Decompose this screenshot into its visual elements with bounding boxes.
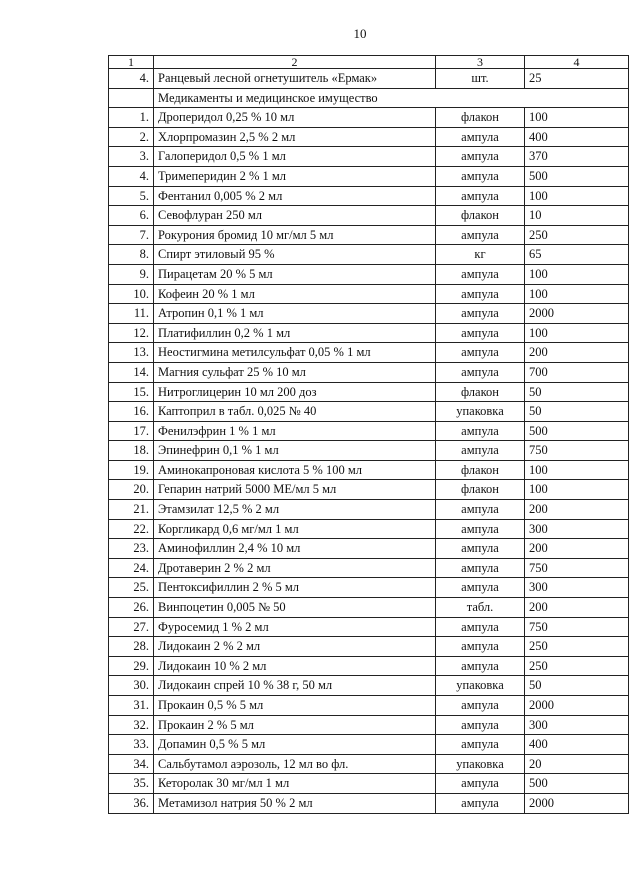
item-unit: ампула: [436, 539, 525, 559]
header-col-1: 1: [109, 56, 154, 69]
table-row: [109, 284, 629, 304]
table-row: [109, 343, 629, 363]
item-unit: ампула: [436, 441, 525, 461]
row-number: 18.: [109, 441, 154, 461]
item-unit: ампула: [436, 715, 525, 735]
row-number: 19.: [109, 460, 154, 480]
row-number: 21.: [109, 500, 154, 520]
item-name: Каптоприл в табл. 0,025 № 40: [154, 402, 436, 422]
item-name: Севофлуран 250 мл: [154, 206, 436, 226]
row-number: 1.: [109, 108, 154, 128]
item-quantity: 2000: [525, 696, 629, 716]
item-unit: ампула: [436, 696, 525, 716]
item-quantity: 300: [525, 519, 629, 539]
item-unit: ампула: [436, 147, 525, 167]
item-name: Кеторолак 30 мг/мл 1 мл: [154, 774, 436, 794]
item-quantity: 2000: [525, 304, 629, 324]
item-name: Лидокаин 2 % 2 мл: [154, 637, 436, 657]
item-quantity: 400: [525, 735, 629, 755]
item-quantity: 100: [525, 264, 629, 284]
item-quantity: 250: [525, 637, 629, 657]
row-number: 27.: [109, 617, 154, 637]
item-name: Пирацетам 20 % 5 мл: [154, 264, 436, 284]
item-quantity: 750: [525, 617, 629, 637]
item-quantity: 500: [525, 166, 629, 186]
item-unit: ампула: [436, 637, 525, 657]
row-number: 32.: [109, 715, 154, 735]
section-title: Медикаменты и медицинское имущество: [154, 88, 629, 108]
item-quantity: 100: [525, 186, 629, 206]
row-number: 11.: [109, 304, 154, 324]
item-name: Дротаверин 2 % 2 мл: [154, 558, 436, 578]
item-name: Неостигмина метилсульфат 0,05 % 1 мл: [154, 343, 436, 363]
item-unit: ампула: [436, 362, 525, 382]
item-unit: ампула: [436, 323, 525, 343]
row-number: 34.: [109, 754, 154, 774]
item-quantity: 100: [525, 323, 629, 343]
table-row: [109, 441, 629, 461]
row-number: 14.: [109, 362, 154, 382]
item-quantity: 100: [525, 108, 629, 128]
item-name: Лидокаин 10 % 2 мл: [154, 656, 436, 676]
row-number: 7.: [109, 225, 154, 245]
item-unit: упаковка: [436, 402, 525, 422]
item-quantity: 750: [525, 558, 629, 578]
item-unit: ампула: [436, 264, 525, 284]
item-name: Аминофиллин 2,4 % 10 мл: [154, 539, 436, 559]
row-number: 3.: [109, 147, 154, 167]
item-unit: кг: [436, 245, 525, 265]
item-quantity: 400: [525, 127, 629, 147]
table-row: [109, 362, 629, 382]
table-row: [109, 166, 629, 186]
item-quantity: 50: [525, 402, 629, 422]
table-row: [109, 460, 629, 480]
row-number: 9.: [109, 264, 154, 284]
item-unit: флакон: [436, 460, 525, 480]
item-quantity: 750: [525, 441, 629, 461]
item-name: Галоперидол 0,5 % 1 мл: [154, 147, 436, 167]
row-number: 15.: [109, 382, 154, 402]
item-quantity: 700: [525, 362, 629, 382]
row-number: 4.: [109, 166, 154, 186]
item-name: Этамзилат 12,5 % 2 мл: [154, 500, 436, 520]
item-unit: флакон: [436, 480, 525, 500]
item-quantity: 200: [525, 539, 629, 559]
row-number: 25.: [109, 578, 154, 598]
table-row: [109, 519, 629, 539]
table-row: [109, 421, 629, 441]
item-quantity: 250: [525, 225, 629, 245]
table-row: [109, 323, 629, 343]
item-name: Платифиллин 0,2 % 1 мл: [154, 323, 436, 343]
item-name: Винпоцетин 0,005 № 50: [154, 598, 436, 618]
table-row: [109, 264, 629, 284]
section-row: [109, 88, 629, 108]
row-number: 24.: [109, 558, 154, 578]
table-row: [109, 402, 629, 422]
row-number: 28.: [109, 637, 154, 657]
item-quantity: 2000: [525, 793, 629, 813]
table-row: [109, 108, 629, 128]
table-row: [109, 774, 629, 794]
item-quantity: 200: [525, 343, 629, 363]
row-number: 10.: [109, 284, 154, 304]
row-number: 13.: [109, 343, 154, 363]
item-name: Сальбутамол аэрозоль, 12 мл во фл.: [154, 754, 436, 774]
table-row: [109, 578, 629, 598]
item-quantity: 10: [525, 206, 629, 226]
row-number: 23.: [109, 539, 154, 559]
item-quantity: 250: [525, 656, 629, 676]
item-unit: ампула: [436, 166, 525, 186]
item-quantity: 200: [525, 598, 629, 618]
item-unit: ампула: [436, 558, 525, 578]
item-quantity: 200: [525, 500, 629, 520]
item-name: Фуросемид 1 % 2 мл: [154, 617, 436, 637]
item-name: Дроперидол 0,25 % 10 мл: [154, 108, 436, 128]
row-number: 6.: [109, 206, 154, 226]
item-name: Атропин 0,1 % 1 мл: [154, 304, 436, 324]
row-number: 16.: [109, 402, 154, 422]
item-name: Ранцевый лесной огнетушитель «Ермак»: [154, 69, 436, 89]
item-quantity: 50: [525, 676, 629, 696]
item-quantity: 500: [525, 421, 629, 441]
item-name: Фенилэфрин 1 % 1 мл: [154, 421, 436, 441]
table-row: [109, 245, 629, 265]
item-unit: ампула: [436, 793, 525, 813]
item-quantity: 100: [525, 460, 629, 480]
item-unit: флакон: [436, 206, 525, 226]
table-row: [109, 69, 629, 89]
item-unit: ампула: [436, 127, 525, 147]
item-name: Допамин 0,5 % 5 мл: [154, 735, 436, 755]
row-number: 17.: [109, 421, 154, 441]
item-unit: ампула: [436, 421, 525, 441]
table-row: [109, 304, 629, 324]
item-name: Кофеин 20 % 1 мл: [154, 284, 436, 304]
table-row: [109, 539, 629, 559]
item-name: Лидокаин спрей 10 % 38 г, 50 мл: [154, 676, 436, 696]
row-number: 22.: [109, 519, 154, 539]
table-row: [109, 147, 629, 167]
item-quantity: 370: [525, 147, 629, 167]
item-unit: ампула: [436, 656, 525, 676]
item-unit: ампула: [436, 186, 525, 206]
item-unit: упаковка: [436, 676, 525, 696]
row-number: 36.: [109, 793, 154, 813]
item-name: Пентоксифиллин 2 % 5 мл: [154, 578, 436, 598]
row-number: 26.: [109, 598, 154, 618]
item-name: Прокаин 2 % 5 мл: [154, 715, 436, 735]
item-quantity: 300: [525, 578, 629, 598]
page-number: 10: [353, 26, 367, 41]
item-quantity: 20: [525, 754, 629, 774]
table-row: [109, 558, 629, 578]
table-row: [109, 676, 629, 696]
table-row: [109, 656, 629, 676]
item-name: Прокаин 0,5 % 5 мл: [154, 696, 436, 716]
table-row: [109, 206, 629, 226]
table-row: [109, 696, 629, 716]
item-unit: табл.: [436, 598, 525, 618]
row-number: 12.: [109, 323, 154, 343]
row-number: 20.: [109, 480, 154, 500]
item-unit: ампула: [436, 284, 525, 304]
item-name: Тримеперидин 2 % 1 мл: [154, 166, 436, 186]
row-number: 2.: [109, 127, 154, 147]
table-header-row: [109, 56, 629, 69]
item-name: Гепарин натрий 5000 МЕ/мл 5 мл: [154, 480, 436, 500]
item-name: Хлорпромазин 2,5 % 2 мл: [154, 127, 436, 147]
item-quantity: 500: [525, 774, 629, 794]
row-number: 8.: [109, 245, 154, 265]
row-number: 29.: [109, 656, 154, 676]
table-row: [109, 225, 629, 245]
header-col-4: 4: [525, 56, 629, 69]
item-name: Коргликард 0,6 мг/мл 1 мл: [154, 519, 436, 539]
row-number: 35.: [109, 774, 154, 794]
item-quantity: 65: [525, 245, 629, 265]
item-unit: ампула: [436, 225, 525, 245]
item-quantity: 100: [525, 480, 629, 500]
row-number: 5.: [109, 186, 154, 206]
item-name: Нитроглицерин 10 мл 200 доз: [154, 382, 436, 402]
item-unit: шт.: [436, 69, 525, 89]
item-unit: флакон: [436, 382, 525, 402]
table-row: [109, 617, 629, 637]
table-row: [109, 127, 629, 147]
item-quantity: 50: [525, 382, 629, 402]
table-row: [109, 735, 629, 755]
item-unit: ампула: [436, 500, 525, 520]
item-quantity: 100: [525, 284, 629, 304]
table-row: [109, 715, 629, 735]
item-unit: ампула: [436, 343, 525, 363]
item-quantity: 25: [525, 69, 629, 89]
section-number-cell: [109, 88, 154, 108]
header-col-3: 3: [436, 56, 525, 69]
table-row: [109, 382, 629, 402]
header-col-2: 2: [154, 56, 436, 69]
item-name: Эпинефрин 0,1 % 1 мл: [154, 441, 436, 461]
item-unit: ампула: [436, 519, 525, 539]
item-name: Рокурония бромид 10 мг/мл 5 мл: [154, 225, 436, 245]
item-unit: ампула: [436, 774, 525, 794]
item-name: Магния сульфат 25 % 10 мл: [154, 362, 436, 382]
table-row: [109, 637, 629, 657]
row-number: 31.: [109, 696, 154, 716]
table-row: [109, 480, 629, 500]
table-row: [109, 500, 629, 520]
item-unit: упаковка: [436, 754, 525, 774]
item-name: Аминокапроновая кислота 5 % 100 мл: [154, 460, 436, 480]
row-number: 4.: [109, 69, 154, 89]
table-row: [109, 754, 629, 774]
item-unit: флакон: [436, 108, 525, 128]
table-row: [109, 186, 629, 206]
item-name: Фентанил 0,005 % 2 мл: [154, 186, 436, 206]
item-name: Метамизол натрия 50 % 2 мл: [154, 793, 436, 813]
item-unit: ампула: [436, 578, 525, 598]
item-unit: ампула: [436, 735, 525, 755]
table-row: [109, 793, 629, 813]
row-number: 33.: [109, 735, 154, 755]
row-number: 30.: [109, 676, 154, 696]
supplies-table: [108, 55, 629, 814]
table-row: [109, 598, 629, 618]
item-unit: ампула: [436, 617, 525, 637]
item-name: Спирт этиловый 95 %: [154, 245, 436, 265]
item-unit: ампула: [436, 304, 525, 324]
item-quantity: 300: [525, 715, 629, 735]
